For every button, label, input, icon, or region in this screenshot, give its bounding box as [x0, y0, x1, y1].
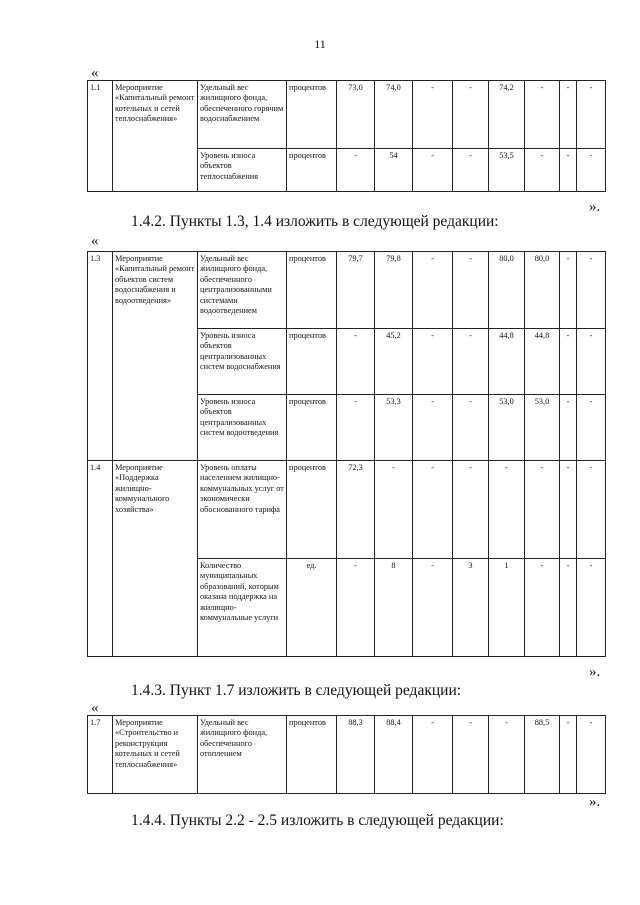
value-cell: -: [525, 149, 560, 192]
close-quote: ».: [589, 664, 601, 680]
unit-cell: процентов: [287, 252, 337, 329]
indicator-cell: Уровень износа объектов централизованных систем водоотведения: [198, 395, 287, 461]
value-cell: 88,5: [525, 716, 560, 794]
value-cell: -: [560, 81, 577, 149]
value-cell: 1: [489, 559, 525, 657]
value-cell: -: [337, 149, 375, 192]
row-number: 1.1: [88, 81, 113, 192]
open-quote: «: [91, 233, 99, 249]
value-cell: 73,0: [337, 81, 375, 149]
value-cell: 79,7: [337, 252, 375, 329]
value-cell: 80,0: [489, 252, 525, 329]
value-cell: 88,3: [337, 716, 375, 794]
indicator-cell: Уровень оплаты населением жилищно-коммунальных услуг от экономически обоснованного тарифа: [198, 461, 287, 559]
row-number: 1.3: [88, 252, 113, 461]
value-cell: -: [560, 395, 577, 461]
paragraph-1-4-4: 1.4.4. Пункты 2.2 - 2.5 изложить в следующей редакции:: [131, 812, 504, 829]
value-cell: 45,2: [375, 329, 413, 395]
unit-cell: процентов: [287, 149, 337, 192]
value-cell: -: [337, 395, 375, 461]
value-cell: -: [413, 461, 453, 559]
value-cell: 3: [453, 559, 489, 657]
table-3: [87, 715, 606, 794]
event-cell: Мероприятие «Поддержка жилищно-коммунального хозяйства»: [113, 461, 198, 657]
value-cell: -: [577, 329, 606, 395]
value-cell: 53,0: [489, 395, 525, 461]
event-cell: Мероприятие «Капитальный ремонт котельных и сетей теплоснабжения»: [113, 81, 198, 192]
value-cell: 74,0: [375, 81, 413, 149]
row-number: 1.7: [88, 716, 113, 794]
value-cell: -: [577, 252, 606, 329]
value-cell: -: [489, 716, 525, 794]
table-2: [87, 251, 606, 657]
value-cell: -: [453, 149, 489, 192]
unit-cell: ед.: [287, 559, 337, 657]
unit-cell: процентов: [287, 716, 337, 794]
open-quote: «: [91, 700, 99, 716]
value-cell: 54: [375, 149, 413, 192]
value-cell: -: [577, 559, 606, 657]
unit-cell: процентов: [287, 461, 337, 559]
value-cell: -: [525, 559, 560, 657]
table-1: [87, 80, 606, 192]
value-cell: -: [413, 329, 453, 395]
value-cell: -: [525, 81, 560, 149]
value-cell: -: [560, 559, 577, 657]
event-cell: Мероприятие «Капитальный ремонт объектов систем водоснабжения и водоотведения»: [113, 252, 198, 461]
value-cell: -: [453, 252, 489, 329]
table-row: [88, 461, 606, 559]
unit-cell: процентов: [287, 395, 337, 461]
value-cell: -: [560, 461, 577, 559]
value-cell: -: [560, 252, 577, 329]
value-cell: -: [577, 149, 606, 192]
table-row: [88, 252, 606, 329]
value-cell: 53,3: [375, 395, 413, 461]
value-cell: -: [453, 329, 489, 395]
value-cell: -: [453, 81, 489, 149]
value-cell: 44,8: [489, 329, 525, 395]
unit-cell: процентов: [287, 81, 337, 149]
value-cell: 53,5: [489, 149, 525, 192]
value-cell: -: [577, 716, 606, 794]
value-cell: 74,2: [489, 81, 525, 149]
unit-cell: процентов: [287, 329, 337, 395]
close-quote: ».: [589, 794, 601, 810]
row-number: 1.4: [88, 461, 113, 657]
value-cell: -: [337, 559, 375, 657]
value-cell: -: [525, 461, 560, 559]
value-cell: -: [489, 461, 525, 559]
page-number: 11: [314, 37, 326, 51]
event-cell: Мероприятие «Строительство и реконструкция котельных и сетей теплоснабжения»: [113, 716, 198, 794]
indicator-cell: Уровень износа объектов централизованных систем водоснабжения: [198, 329, 287, 395]
value-cell: -: [577, 395, 606, 461]
value-cell: -: [577, 81, 606, 149]
value-cell: 79,8: [375, 252, 413, 329]
indicator-cell: Удельный вес жилищного фонда, обеспеченного горячим водоснабжением: [198, 81, 287, 149]
value-cell: -: [337, 329, 375, 395]
indicator-cell: Количество муниципальных образований, которым оказана поддержка на жилищно-коммунальные услуги: [198, 559, 287, 657]
indicator-cell: Уровень износа объектов теплоснабжения: [198, 149, 287, 192]
value-cell: 80,0: [525, 252, 560, 329]
value-cell: -: [413, 716, 453, 794]
value-cell: -: [413, 559, 453, 657]
close-quote: ».: [589, 199, 601, 215]
value-cell: -: [375, 461, 413, 559]
open-quote: «: [91, 65, 99, 81]
value-cell: -: [560, 329, 577, 395]
value-cell: -: [413, 81, 453, 149]
paragraph-1-4-2: 1.4.2. Пункты 1.3, 1.4 изложить в следующей редакции:: [131, 213, 499, 230]
value-cell: 44,8: [525, 329, 560, 395]
table-row: [88, 81, 606, 149]
value-cell: 8: [375, 559, 413, 657]
value-cell: 72,3: [337, 461, 375, 559]
value-cell: -: [560, 149, 577, 192]
value-cell: -: [413, 149, 453, 192]
table-row: [88, 716, 606, 794]
value-cell: 53,0: [525, 395, 560, 461]
value-cell: -: [577, 461, 606, 559]
value-cell: -: [453, 461, 489, 559]
value-cell: 88,4: [375, 716, 413, 794]
value-cell: -: [560, 716, 577, 794]
value-cell: -: [453, 716, 489, 794]
value-cell: -: [453, 395, 489, 461]
value-cell: -: [413, 252, 453, 329]
indicator-cell: Удельный вес жилищного фонда, обеспеченного отоплением: [198, 716, 287, 794]
value-cell: -: [413, 395, 453, 461]
indicator-cell: Удельный вес жилищного фонда, обеспеченного централизованными системами водоотведением: [198, 252, 287, 329]
paragraph-1-4-3: 1.4.3. Пункт 1.7 изложить в следующей редакции:: [131, 682, 462, 699]
